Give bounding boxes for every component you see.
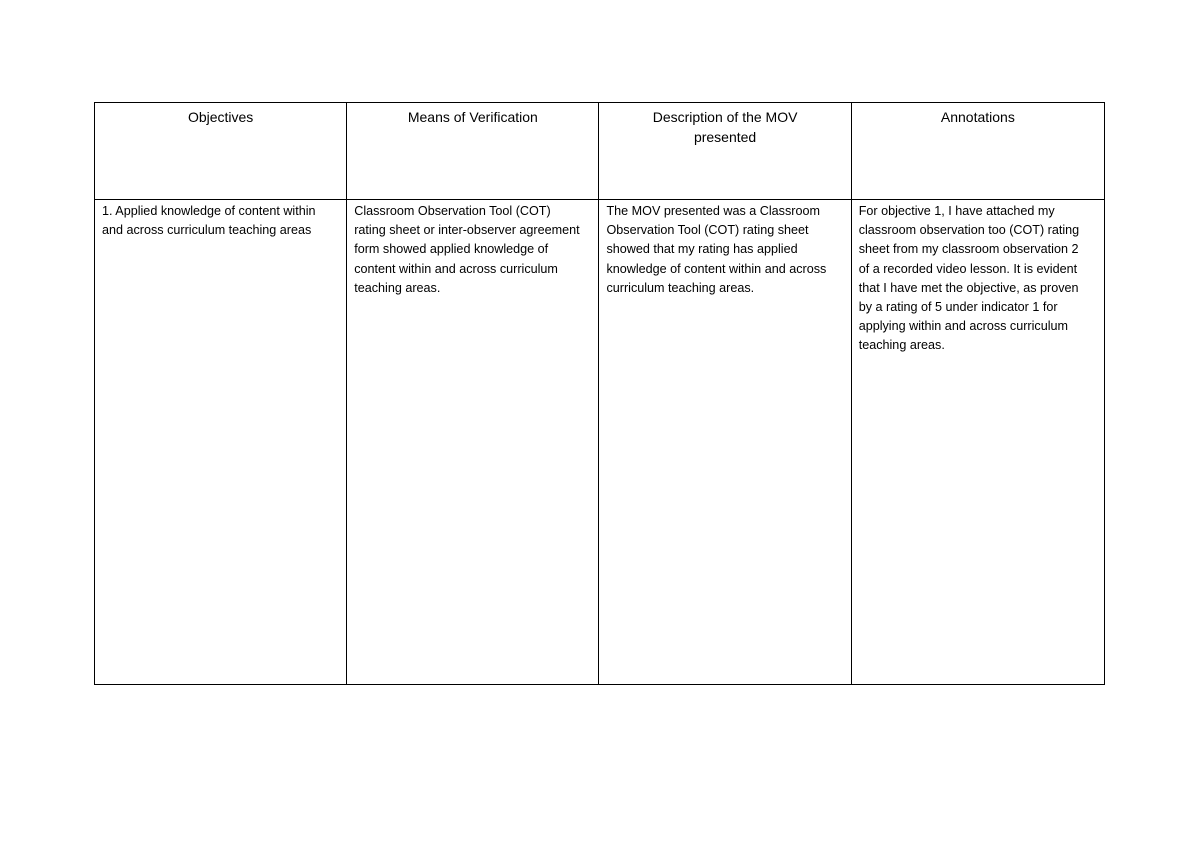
cell-objective-text: 1. Applied knowledge of content within and across curriculum teaching areas: [102, 204, 316, 238]
cell-annotation: [851, 200, 1104, 685]
header-description-of-mov: [599, 103, 851, 200]
header-means-of-verification: [347, 103, 599, 200]
header-means-of-verification-label: Means of Verification: [407, 109, 538, 125]
header-objectives-label: Objectives: [187, 109, 254, 125]
cell-description-text: The MOV presented was a Classroom Observation Tool (COT) rating sheet showed that my rating has applied knowledge of content within and across curriculum teaching areas.: [606, 204, 827, 295]
cell-means-of-verification: [347, 200, 599, 685]
table-header-row: [95, 103, 1105, 200]
mov-table: [94, 102, 1105, 685]
header-annotations: [851, 103, 1104, 200]
table-row: [95, 200, 1105, 685]
cell-annotation-text: For objective 1, I have attached my classroom observation too (COT) rating sheet from my classroom observation 2 of a recorded video lesson. It is evident that I have met the objective, as proven by a rating of 5 under indicator 1 for applying within and across curriculum teaching areas.: [858, 204, 1080, 353]
header-objectives: [95, 103, 347, 200]
header-description-of-mov-label: Description of the MOV presented: [652, 109, 798, 145]
cell-objective: [95, 200, 347, 685]
cell-means-of-verification-text: Classroom Observation Tool (COT) rating sheet or inter-observer agreement form showed applied knowledge of content within and across curriculum teaching areas.: [354, 204, 580, 295]
header-annotations-label: Annotations: [940, 109, 1015, 125]
cell-description: [599, 200, 851, 685]
